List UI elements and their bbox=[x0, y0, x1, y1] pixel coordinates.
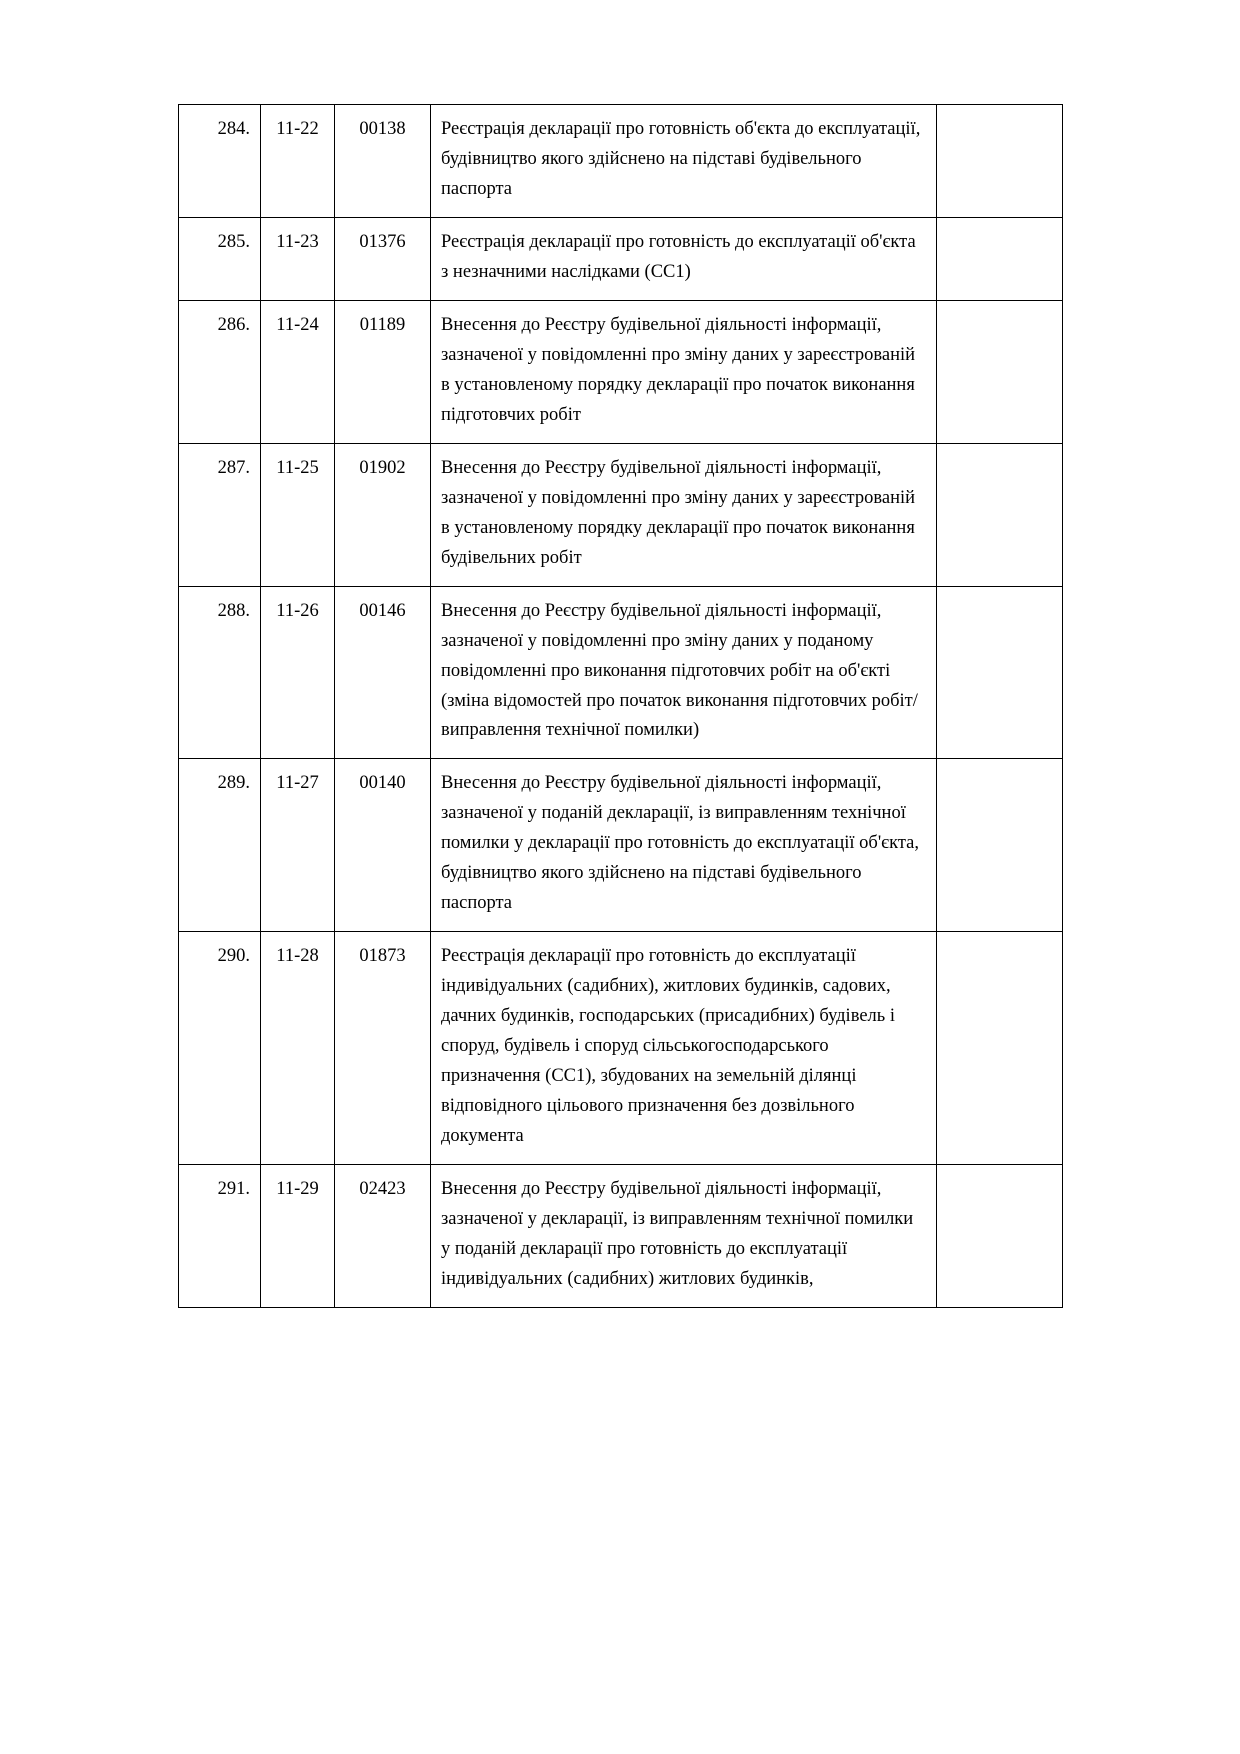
row-id: 01873 bbox=[335, 932, 431, 1165]
row-name: Внесення до Реєстру будівельної діяльності інформації, зазначеної у повідомленні про зміну даних у поданому повідомленні про виконання підготовчих робіт на об'єкті (зміна відомостей про початок виконання підготовчих робіт/виправлення технічної помилки) bbox=[431, 586, 937, 759]
row-code: 11-26 bbox=[261, 586, 335, 759]
row-extra bbox=[937, 443, 1063, 586]
services-table bbox=[178, 104, 1063, 1308]
table-row bbox=[179, 300, 1063, 443]
table-row bbox=[179, 932, 1063, 1165]
row-name: Внесення до Реєстру будівельної діяльності інформації, зазначеної у повідомленні про зміну даних у зареєстрованій в установленому порядку декларації про початок виконання підготовчих робіт bbox=[431, 300, 937, 443]
table-row bbox=[179, 105, 1063, 218]
row-extra bbox=[937, 586, 1063, 759]
row-extra bbox=[937, 300, 1063, 443]
row-number: 285. bbox=[179, 217, 261, 300]
row-code: 11-24 bbox=[261, 300, 335, 443]
row-code: 11-25 bbox=[261, 443, 335, 586]
row-extra bbox=[937, 105, 1063, 218]
row-code: 11-27 bbox=[261, 759, 335, 932]
table-row bbox=[179, 443, 1063, 586]
row-id: 02423 bbox=[335, 1165, 431, 1308]
row-name: Реєстрація декларації про готовність до експлуатації індивідуальних (садибних), житлових будинків, садових, дачних будинків, господарських (присадибних) будівель і споруд, будівель і споруд сільськогосподарського призначення (СС1), збудованих на земельній ділянці відповідного цільового призначення без дозвільного документа bbox=[431, 932, 937, 1165]
row-id: 00140 bbox=[335, 759, 431, 932]
row-name: Реєстрація декларації про готовність до експлуатації об'єкта з незначними наслідками (СС1) bbox=[431, 217, 937, 300]
row-extra bbox=[937, 759, 1063, 932]
table-row bbox=[179, 759, 1063, 932]
row-number: 291. bbox=[179, 1165, 261, 1308]
row-extra bbox=[937, 932, 1063, 1165]
row-code: 11-22 bbox=[261, 105, 335, 218]
row-code: 11-29 bbox=[261, 1165, 335, 1308]
row-name: Внесення до Реєстру будівельної діяльності інформації, зазначеної у поданій декларації, із виправленням технічної помилки у декларації про готовність до експлуатації об'єкта, будівництво якого здійснено на підставі будівельного паспорта bbox=[431, 759, 937, 932]
row-number: 288. bbox=[179, 586, 261, 759]
row-id: 01189 bbox=[335, 300, 431, 443]
table-row bbox=[179, 217, 1063, 300]
row-name: Внесення до Реєстру будівельної діяльності інформації, зазначеної у повідомленні про зміну даних у зареєстрованій в установленому порядку декларації про початок виконання будівельних робіт bbox=[431, 443, 937, 586]
row-name: Реєстрація декларації про готовність об'єкта до експлуатації, будівництво якого здійснено на підставі будівельного паспорта bbox=[431, 105, 937, 218]
row-number: 290. bbox=[179, 932, 261, 1165]
row-id: 00138 bbox=[335, 105, 431, 218]
row-extra bbox=[937, 217, 1063, 300]
row-code: 11-28 bbox=[261, 932, 335, 1165]
row-name: Внесення до Реєстру будівельної діяльності інформації, зазначеної у декларації, із виправленням технічної помилки у поданій декларації про готовність до експлуатації індивідуальних (садибних) житлових будинків, bbox=[431, 1165, 937, 1308]
row-extra bbox=[937, 1165, 1063, 1308]
table-row bbox=[179, 586, 1063, 759]
row-number: 286. bbox=[179, 300, 261, 443]
row-id: 01376 bbox=[335, 217, 431, 300]
row-id: 01902 bbox=[335, 443, 431, 586]
table-row bbox=[179, 1165, 1063, 1308]
row-id: 00146 bbox=[335, 586, 431, 759]
row-code: 11-23 bbox=[261, 217, 335, 300]
table-body bbox=[179, 105, 1063, 1308]
row-number: 284. bbox=[179, 105, 261, 218]
row-number: 287. bbox=[179, 443, 261, 586]
row-number: 289. bbox=[179, 759, 261, 932]
